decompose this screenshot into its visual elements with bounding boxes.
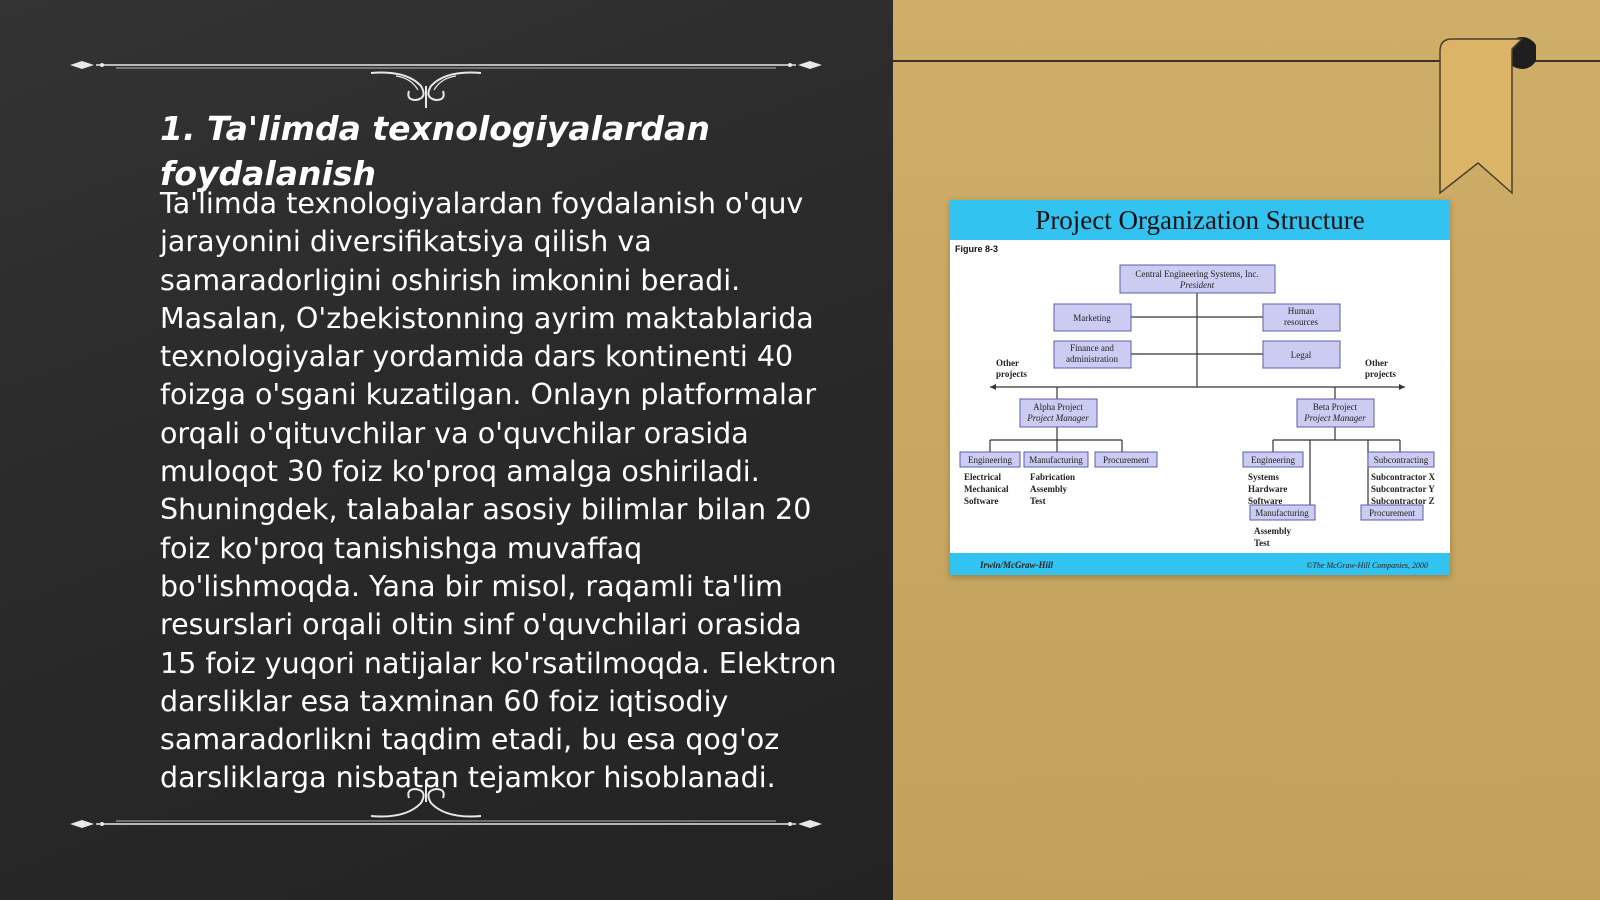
svg-text:Engineering: Engineering [1251,455,1295,465]
svg-text:Test: Test [1254,538,1270,548]
svg-text:Procurement: Procurement [1103,455,1149,465]
svg-text:Software: Software [964,496,999,506]
svg-text:Fabrication: Fabrication [1030,472,1075,482]
org-other-projects-left: Other [996,358,1019,368]
svg-text:administration: administration [1066,354,1118,364]
svg-text:Electrical: Electrical [964,472,1001,482]
org-chart-image [950,200,1450,575]
svg-text:resources: resources [1284,317,1318,327]
svg-text:Subcontractor Y: Subcontractor Y [1371,484,1435,494]
org-president-label: Central Engineering Systems, Inc. [1135,269,1259,279]
svg-text:Project Manager: Project Manager [1027,413,1089,423]
org-legal-label: Legal [1290,350,1312,360]
svg-text:Software: Software [1248,496,1283,506]
svg-text:Test: Test [1030,496,1046,506]
org-footer-left: Irwin/McGraw-Hill [980,560,1054,570]
svg-text:Manufacturing: Manufacturing [1255,508,1309,518]
org-finance-label: Finance and [1070,343,1114,353]
org-footer-right: ©The McGraw-Hill Companies, 2000 [1306,561,1428,570]
org-chart-title: Project Organization Structure [1035,205,1365,235]
svg-text:Systems: Systems [1248,472,1279,482]
svg-text:Hardware: Hardware [1248,484,1288,494]
svg-text:Subcontractor X: Subcontractor X [1371,472,1436,482]
svg-text:Engineering: Engineering [968,455,1012,465]
svg-text:Assembly: Assembly [1030,484,1068,494]
svg-text:Procurement: Procurement [1369,508,1415,518]
bookmark-ribbon-icon [1436,37,1536,197]
org-hr-label: Human [1287,306,1315,316]
org-marketing-label: Marketing [1073,313,1111,323]
org-beta-label: Beta Project [1312,402,1358,412]
org-other-projects-right: Other [1365,358,1388,368]
slide-title: 1. Ta'limda texnologiyalardan foydalanish [160,109,710,193]
top-ornament-icon [66,48,826,108]
svg-text:Mechanical: Mechanical [964,484,1009,494]
svg-text:Subcontractor Z: Subcontractor Z [1371,496,1435,506]
slide-body-text: Ta'limda texnologiyalardan foydalanish o'quv jarayonini diversifikatsiya qilish va samaradorligini oshirish imkonini beradi. Masalan, O'zbekistonning ayrim maktablarida texnologiyalar yordamida dars kontinenti 40 foizga o'sgani kuzatilgan. Onlayn platformalar orqali o'qituvchilar va o'quvchilar orasida muloqot 30 foiz ko'proq amalga oshiriladi. Shuningdek, talabalar asosiy bilimlar bilan 20 foiz ko'proq tanishishga muvaffaq bo'lishmoqda. Yana bir misol, raqamli ta'lim resurslari orqali oltin sinf o'quvchilari orasida 15 foiz yuqori natijalar ko'rsatilmoqda. Elektron darsliklar esa taxminan 60 foiz iqtisodiy samaradorlikni taqdim etadi, bu esa qog'oz darsliklarga nisbatan tejamkor hisoblanadi. [160,187,837,795]
org-chart-figure-label: Figure 8-3 [955,244,999,254]
svg-text:Project Manager: Project Manager [1304,413,1366,423]
svg-text:projects: projects [1365,369,1396,379]
org-alpha-label: Alpha Project [1033,402,1083,412]
svg-text:Assembly: Assembly [1254,526,1292,536]
svg-text:President: President [1179,280,1215,290]
svg-text:projects: projects [996,369,1027,379]
svg-text:Manufacturing: Manufacturing [1029,455,1083,465]
svg-text:Subcontracting: Subcontracting [1373,455,1429,465]
